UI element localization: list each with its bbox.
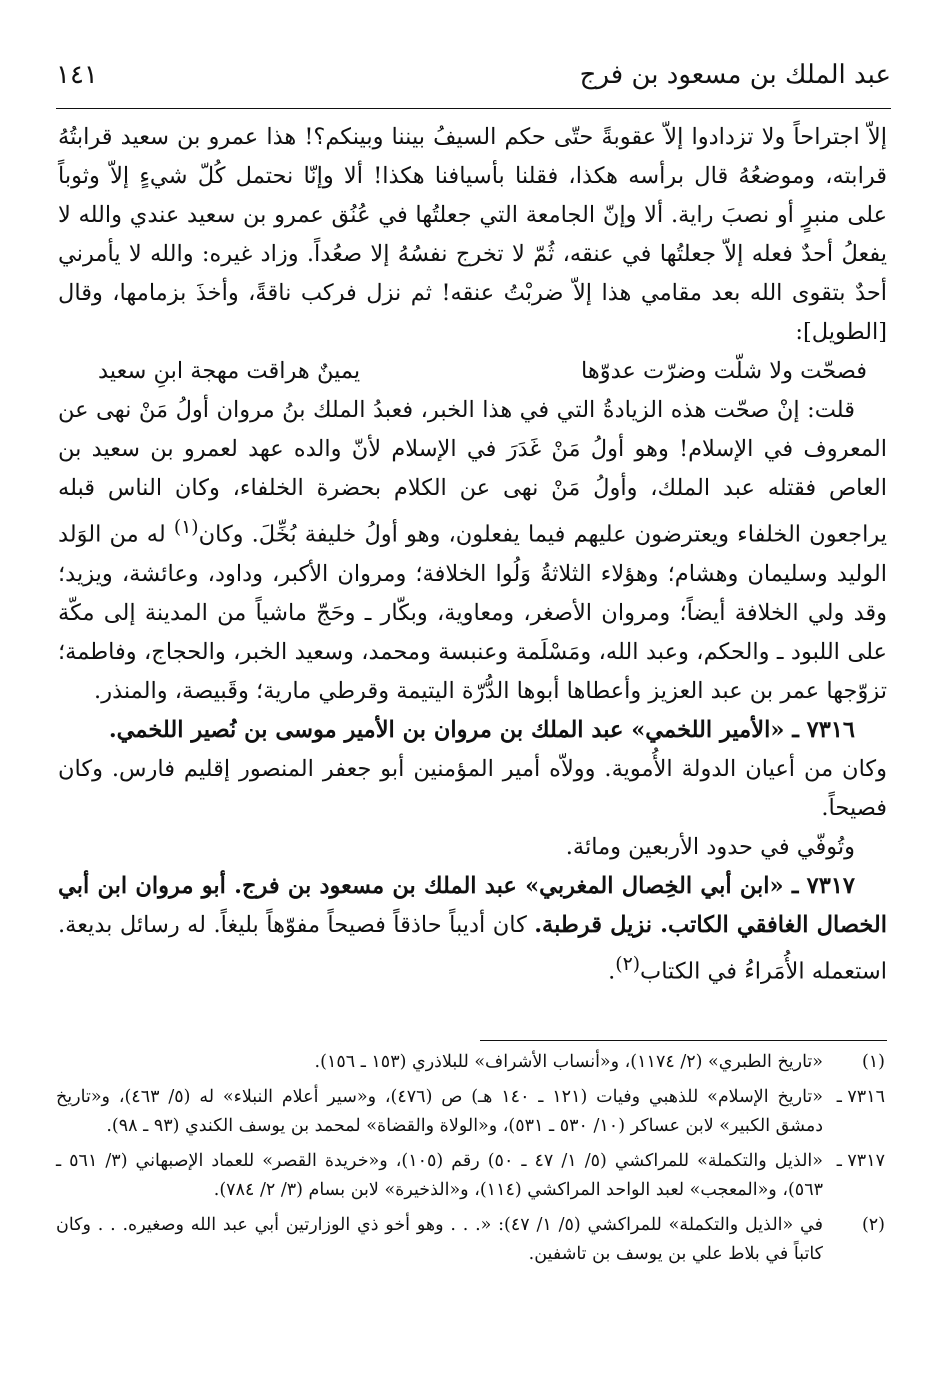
footnotes	[56, 1048, 885, 1275]
entry-7317-end: .	[608, 958, 616, 984]
footnote-text: «تاريخ الطبري» (٢/ ١١٧٤)، و«أنساب الأشراف» للبلاذري (١٥٣ ـ ١٥٦).	[314, 1052, 823, 1072]
footnote-marker: ٧٣١٧ ـ	[836, 1151, 885, 1171]
entry-7316-title: ٧٣١٦ ـ «الأمير اللخمي» عبد الملك بن مروان بن الأمير موسى بن نُصير اللخمي.	[108, 716, 855, 743]
footnote	[56, 1211, 885, 1269]
paragraph-commentary	[58, 391, 887, 711]
footnote-marker: (٢)	[861, 1215, 885, 1235]
footnote-marker: ٧٣١٦ ـ	[836, 1087, 885, 1107]
page-number: ١٤١	[56, 60, 98, 90]
entry-7317-text: كان أديباً حاذقاً فصيحاً مفوّهاً بليغاً. له رسائل بديعة. استعمله الأُمَراءُ في الكتاب	[58, 911, 887, 984]
verse-second-hemistich: يمينٌ هراقت مهجة ابنِ سعيد	[98, 358, 361, 384]
header-rule	[56, 108, 891, 109]
footnote-ref-2[interactable]: (٢)	[615, 953, 641, 975]
commentary-text: قلت: إنْ صحّت هذه الزيادةُ التي في هذا الخبر، فعبدُ الملك بنُ مروان أولُ مَنْ نهى عن المعروف في الإسلام! وهو أولُ مَنْ غَدَرَ في الإسلام لأنّ والده عهد لعمرو بن سعيد بن العاص فقتله عبد الملك، وأولُ مَنْ نهى عن الكلام بحضرة الخلفاء، وكان الناس قبله يراجعون الخلفاء ويعترضون عليهم فيما يفعلون، وهو أولُ خليفة بُخِّلَ. وكان	[58, 397, 888, 548]
page-header	[56, 58, 891, 102]
main-text	[58, 118, 887, 991]
footnote-text: «الذيل والتكملة» للمراكشي (٥/ ١/ ٤٧ ـ ٥٠) رقم (١٠٥)، و«خريدة القصر» للعماد الإصبهاني (٣/ ٥٦١ ـ ٥٦٣)، و«المعجب» لعبد الواحد المراكشي (١١٤)، و«الذخيرة» لابن بسام (٣/ ٢/ ٧٨٤).	[56, 1151, 823, 1200]
footnote-marker: (١)	[861, 1052, 885, 1072]
footnote-ref-1[interactable]: (١)	[173, 517, 199, 538]
running-title: عبد الملك بن مسعود بن فرج	[579, 60, 891, 90]
commentary-text-continued: له من الوَلد الوليد وسليمان وهشام؛ وهؤلاء الثلاثةُ وَلُوا الخلافة؛ ومروان الأكبر، وداود، وعائشة، ويزيد؛ وقد ولي الخلافة أيضاً؛ ومروان الأصغر، ومعاوية، وبكّار ـ وحَجّ ماشياً من المدينة إلى مكّة على اللبود ـ والحكم، وعبد الله، ومَسْلَمة وعنبسة ومحمد، وسعيد الخبر، والحجاج، وفاطمة؛ تزوّجها عمر بن عبد العزيز وأعطاها أبوها الدُّرّة اليتيمة وقرطي مارية؛ وقَبيصة، والمنذر.	[58, 521, 887, 704]
footnote-text: في «الذيل والتكملة» للمراكشي (٥/ ١/ ٤٧): «. . . وهو أخو ذي الوزارتين أبي عبد الله وصغيره. . . وكان كاتباً في بلاط علي بن يوسف بن تاشفين.	[56, 1215, 823, 1264]
footnote-text: «تاريخ الإسلام» للذهبي وفيات (١٢١ ـ ١٤٠ هـ) ص (٤٧٦)، و«سير أعلام النبلاء» له (٥/ ٤٦٣)، و«تاريخ دمشق الكبير» لابن عساكر (١٠/ ٥٣٠ ـ ٥٣١)، و«الولاة والقضاة» لمحمد بن يوسف الكندي (٩٣ ـ ٩٨).	[56, 1087, 823, 1136]
entry-7316-text: وكان من أعيان الدولة الأُموية. وولاّه أمير المؤمنين أبو جعفر المنصور إقليم فارس. وكان فصيحاً.	[58, 755, 887, 821]
verse-first-hemistich: فصحّت ولا شلّت وضرّت عدوّها	[581, 358, 867, 384]
footnote-separator	[480, 1040, 887, 1041]
paragraph-speech: إلاّ اجتراحاً ولا تزدادوا إلاّ عقوبةً حتّى حكم السيفُ بيننا وبينكم؟! هذا عمرو بن سعيد قرابتُهُ قرابته، وموضعُهُ قال برأسه هكذا، فقلنا بأسيافنا هكذا! ألا وإنّا نحتمل كُلّ شيءٍ إلاّ وثوباً على منبرٍ أو نصبَ راية. ألا وإنّ الجامعة التي جعلتُها في عُنُق عمرو بن سعيد عندي والله لا يفعلُ أحدٌ فعله إلاّ جعلتُها في عنقه، ثُمّ لا تخرج نفسُهُ إلا صعُداً. وزاد غيره: والله لا يأمرني أحدٌ بتقوى الله بعد مقامي هذا إلاّ ضربْتُ عنقه! ثم نزل فركب ناقةً، وأخذَ بزمامها، وقال [الطويل]:	[58, 124, 887, 345]
footnote	[56, 1147, 885, 1205]
entry-7317	[58, 867, 887, 992]
entry-7317-title: ٧٣١٧ ـ «ابن أبي الخِصال المغربي» عبد الملك بن مسعود بن فرج. أبو مروان ابن أبي الخصال الغافقي الكاتب. نزيل قرطبة.	[58, 872, 887, 938]
footnote	[56, 1083, 885, 1141]
footnote	[56, 1048, 885, 1077]
entry-7316-death: وتُوفّي في حدود الأربعين ومائة.	[565, 833, 855, 860]
poem-verse	[58, 352, 887, 391]
